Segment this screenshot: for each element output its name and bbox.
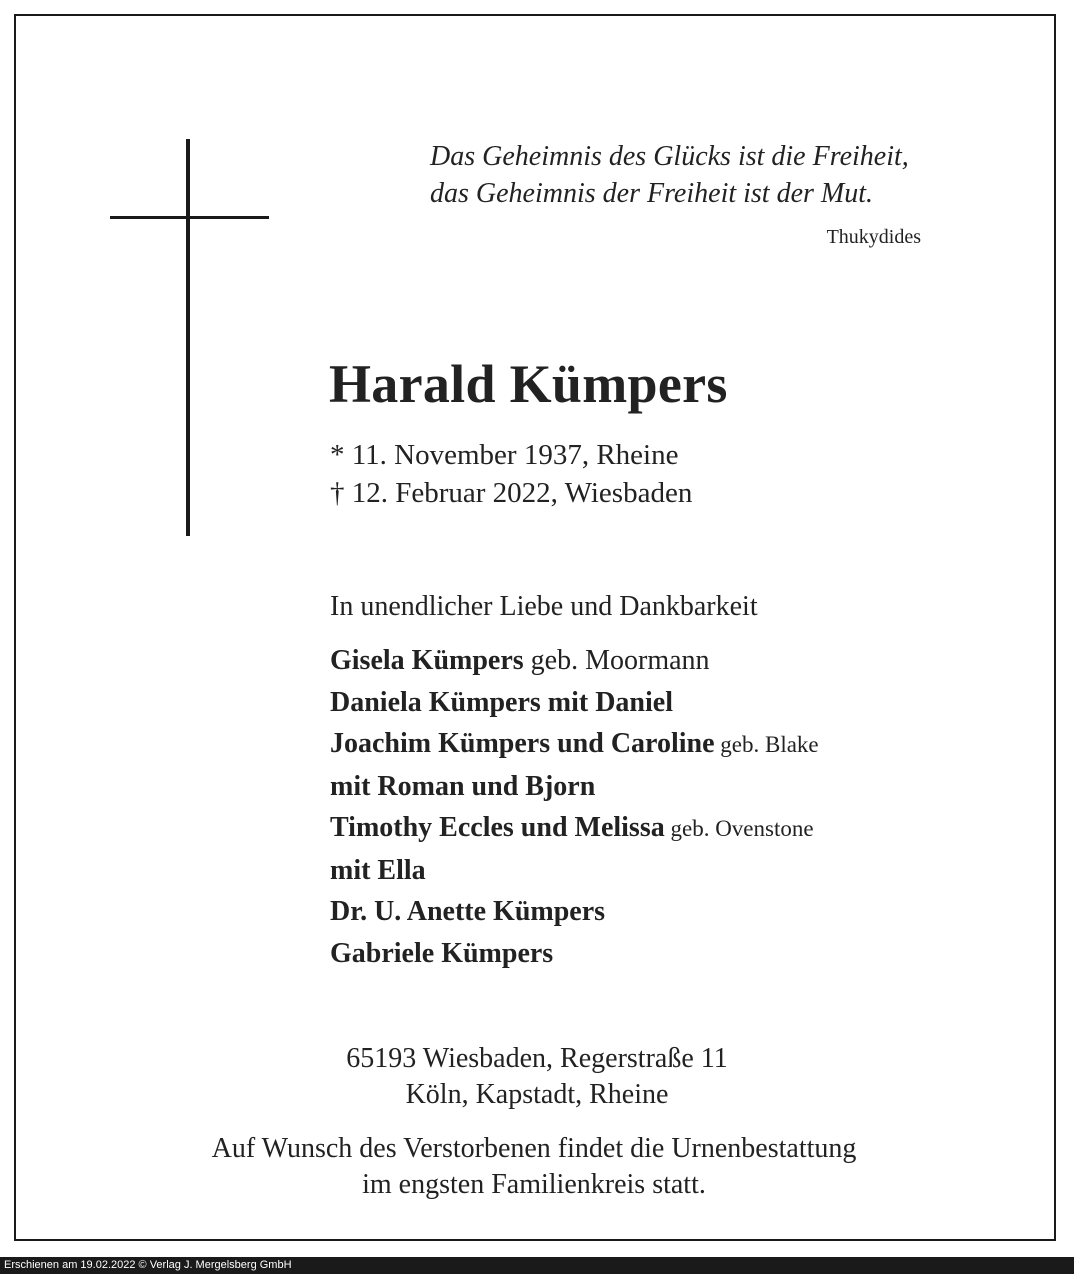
address-line-2: Köln, Kapstadt, Rheine <box>405 1079 669 1110</box>
mourner-name: Timothy Eccles und Melissa <box>330 812 665 843</box>
notice-line-1: Auf Wunsch des Verstorbenen findet die Urnenbestattung <box>211 1133 857 1164</box>
quote-author: Thukydides <box>826 226 921 248</box>
mourners-list <box>330 640 819 974</box>
mourner-line <box>330 933 819 975</box>
quote-line-1: Das Geheimnis des Glücks ist die Freiheit, <box>430 141 909 172</box>
mourner-name: mit Roman und Bjorn <box>330 770 596 802</box>
mourner-name: Joachim Kümpers und Caroline <box>330 728 715 759</box>
mourner-line <box>330 640 819 682</box>
mourner-line <box>330 723 819 766</box>
mourner-note: geb. Moormann <box>523 645 710 676</box>
mourner-line <box>330 891 819 933</box>
mourner-name: Gabriele Kümpers <box>330 937 554 969</box>
quote-line-2: das Geheimnis der Freiheit ist der Mut. <box>430 178 874 209</box>
mourner-note: geb. Ovenstone <box>664 816 814 841</box>
mourner-line <box>330 807 819 850</box>
mourner-note: geb. Blake <box>714 732 819 757</box>
mourner-line <box>330 682 819 724</box>
cross-icon-vertical <box>186 139 190 536</box>
mourner-name: mit Ella <box>330 854 426 886</box>
mourner-name: Daniela Kümpers mit Daniel <box>330 686 673 718</box>
mourner-name: Gisela Kümpers <box>330 645 524 676</box>
address-line-1: 65193 Wiesbaden, Regerstraße 11 <box>346 1043 728 1074</box>
mourners-intro: In unendlicher Liebe und Dankbarkeit <box>330 591 758 622</box>
mourner-name: Dr. U. Anette Kümpers <box>330 896 606 927</box>
deceased-name: Harald Kümpers <box>329 354 728 414</box>
notice-line-2: im engsten Familienkreis statt. <box>362 1169 706 1200</box>
quote <box>430 138 930 212</box>
mourner-line <box>330 850 819 892</box>
burial-notice <box>150 1131 918 1203</box>
cross-icon-horizontal <box>110 216 269 219</box>
death-date: † 12. Februar 2022, Wiesbaden <box>330 477 693 509</box>
address <box>337 1041 737 1113</box>
publication-footer: Erschienen am 19.02.2022 © Verlag J. Mergelsberg GmbH <box>4 1259 292 1271</box>
life-dates <box>330 436 692 512</box>
mourner-line <box>330 766 819 808</box>
birth-date: * 11. November 1937, Rheine <box>330 439 679 471</box>
